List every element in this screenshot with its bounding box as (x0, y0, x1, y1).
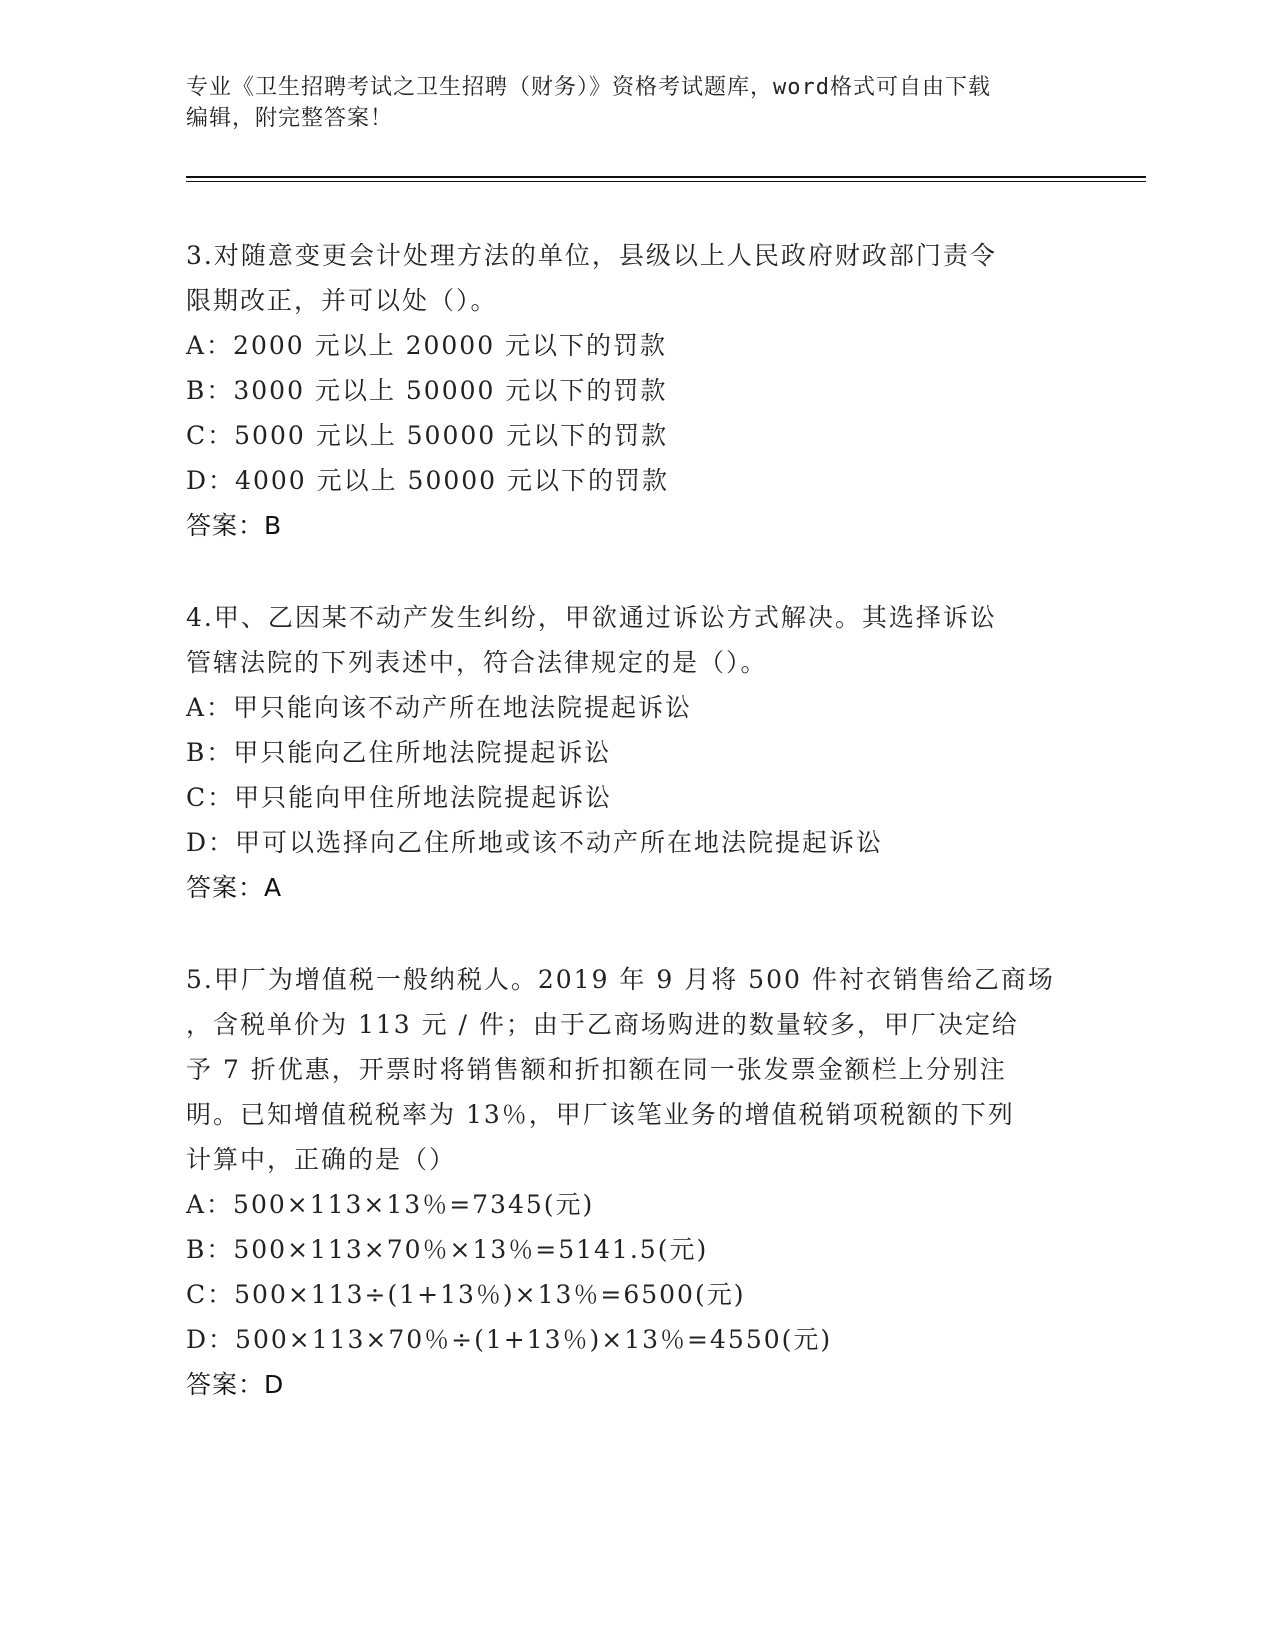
header-line-1: 专业《卫生招聘考试之卫生招聘（财务）》资格考试题库，word格式可自由下载 (186, 75, 991, 100)
option-b: B：500×113×70％×13％=5141.5(元) (186, 1235, 709, 1264)
question-stem-line: ，含税单价为 113 元 / 件；由于乙商场购进的数量较多，甲厂决定给 (186, 1010, 1019, 1039)
header-divider-thin (186, 181, 1146, 182)
question-block (186, 595, 1066, 910)
question-stem-line: 限期改正，并可以处（）。 (186, 286, 498, 315)
answer-line: 答案：B (186, 511, 283, 540)
answer-line: 答案：A (186, 873, 283, 902)
question-block (186, 233, 1066, 548)
option-c: C：甲只能向甲住所地法院提起诉讼 (186, 783, 613, 812)
option-c: C：5000 元以上 50000 元以下的罚款 (186, 421, 669, 450)
question-stem-line: 4.甲、乙因某不动产发生纠纷，甲欲通过诉讼方式解决。其选择诉讼 (186, 603, 997, 632)
question-stem-line: 管辖法院的下列表述中，符合法律规定的是（）。 (186, 648, 768, 677)
header-divider (186, 176, 1146, 178)
option-d: D：500×113×70％÷(1+13％)×13％=4550(元) (186, 1325, 833, 1354)
question-stem-line: 5.甲厂为增值税一般纳税人。2019 年 9 月将 500 件衬衣销售给乙商场 (186, 965, 1055, 994)
option-a: A：500×113×13％=7345(元) (186, 1190, 595, 1219)
document-header (186, 72, 1066, 134)
option-b: B：甲只能向乙住所地法院提起诉讼 (186, 738, 612, 767)
option-d: D：4000 元以上 50000 元以下的罚款 (186, 466, 670, 495)
option-c: C：500×113÷(1+13％)×13％=6500(元) (186, 1280, 746, 1309)
question-stem-line: 予 7 折优惠，开票时将销售额和折扣额在同一张发票金额栏上分别注 (186, 1055, 1007, 1084)
question-stem-line: 3.对随意变更会计处理方法的单位，县级以上人民政府财政部门责令 (186, 241, 997, 270)
option-a: A：2000 元以上 20000 元以下的罚款 (186, 331, 668, 360)
header-line-2: 编辑，附完整答案！ (186, 106, 394, 131)
option-d: D：甲可以选择向乙住所地或该不动产所在地法院提起诉讼 (186, 828, 884, 857)
answer-line: 答案：D (186, 1370, 285, 1399)
option-b: B：3000 元以上 50000 元以下的罚款 (186, 376, 668, 405)
question-block (186, 957, 1066, 1407)
question-stem-line: 计算中，正确的是（） (186, 1145, 457, 1174)
question-stem-line: 明。已知增值税税率为 13％，甲厂该笔业务的增值税销项税额的下列 (186, 1100, 1015, 1129)
option-a: A：甲只能向该不动产所在地法院提起诉讼 (186, 693, 693, 722)
